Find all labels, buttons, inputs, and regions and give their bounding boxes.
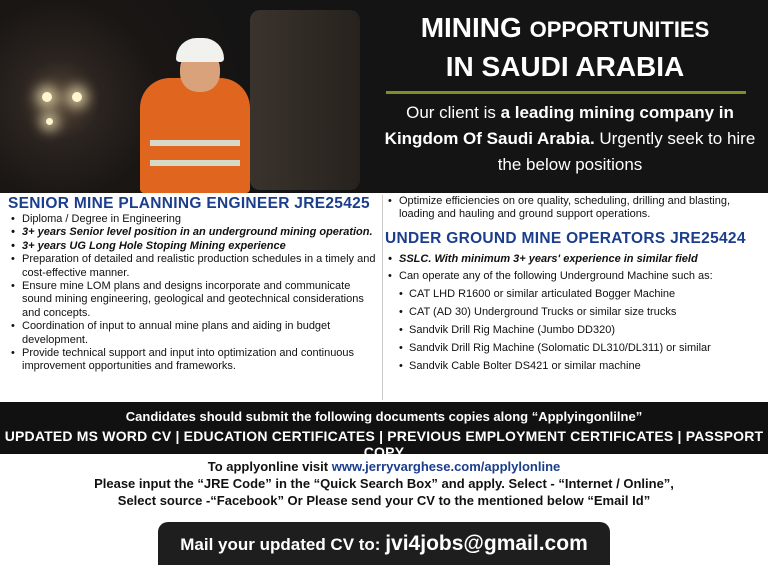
apply-line3: Select source -“Facebook” Or Please send your CV to the mentioned below “Email Id” — [117, 493, 651, 508]
intro-part2: a leading mining company in Kingdom Of Saudi Arabia. — [384, 103, 734, 148]
list-item: • Sandvik Drill Rig Machine (Jumbo DD320) — [385, 321, 760, 339]
tunnel-light — [72, 92, 82, 102]
title-underline — [386, 91, 746, 94]
apply-instructions — [0, 458, 768, 509]
job2-requirements — [385, 251, 760, 285]
vest-stripe — [150, 140, 240, 146]
header-banner — [0, 0, 768, 193]
column-divider — [382, 195, 383, 400]
list-item: • Provide technical support and input into optimization and continuous improvement opportunities and frameworks. — [8, 347, 380, 374]
list-item: • CAT LHD R1600 or similar articulated Bogger Machine — [385, 285, 760, 303]
vest-stripe — [150, 160, 240, 166]
apply-prefix: To applyonline visit — [207, 459, 332, 474]
intro-part3: Urgently seek to hire the below positions — [497, 129, 756, 174]
list-item: • SSLC. With minimum 3+ years' experience in similar field — [385, 251, 760, 268]
list-item: • 3+ years Senior level position in an underground mining operation. — [8, 226, 380, 239]
headline-opportunities: OPPORTUNITIES — [529, 17, 710, 42]
email-link[interactable]: jvi4jobs@gmail.com — [385, 532, 588, 555]
tunnel-light — [46, 118, 53, 125]
right-column — [385, 195, 760, 400]
list-item: • CAT (AD 30) Underground Trucks or similar size trucks — [385, 303, 760, 321]
intro-part1: Our client is — [406, 103, 501, 122]
list-item: • 3+ years UG Long Hole Stoping Mining experience — [8, 240, 380, 253]
list-item: • Can operate any of the following Underground Machine such as: — [385, 268, 760, 285]
list-item: • Sandvik Cable Bolter DS421 or similar machine — [385, 357, 760, 375]
list-item: • Ensure mine LOM plans and designs incorporate and communicate sound mining engineering, geological and geotechnical considerations and concepts. — [8, 280, 380, 320]
helmet-icon — [176, 38, 224, 62]
job1-requirements — [8, 213, 380, 374]
tunnel-light — [42, 92, 52, 102]
job1-title: SENIOR MINE PLANNING ENGINEER JRE25425 — [8, 195, 370, 212]
job2-title: UNDER GROUND MINE OPERATORS JRE25424 — [385, 229, 746, 247]
documents-intro: Candidates should submit the following documents copies along “Applyingonlilne” — [125, 409, 643, 424]
miner-photo — [0, 0, 380, 193]
job1-section — [8, 195, 380, 400]
headline-line1 — [400, 12, 730, 46]
apply-url-link[interactable]: www.jerryvarghese.com/applylonline — [331, 459, 561, 474]
apply-line1 — [0, 458, 768, 475]
machine-list — [385, 285, 760, 375]
documents-band — [0, 402, 768, 460]
list-item: • Preparation of detailed and realistic production schedules in a timely and cost-effective manner. — [8, 253, 380, 280]
mail-cv-box — [158, 522, 610, 565]
mail-label: Mail your updated CV to: — [180, 535, 386, 554]
list-item: • Optimize efficiencies on ore quality, scheduling, drilling and blasting, loading and hauling and ground support operations. — [385, 195, 760, 222]
list-item: • Sandvik Drill Rig Machine (Solomatic DL310/DL311) or similar — [385, 339, 760, 357]
documents-list: UPDATED MS WORD CV | EDUCATION CERTIFICATES | PREVIOUS EMPLOYMENT CERTIFICATES | PASSPORT COPY — [4, 428, 764, 460]
apply-line2: Please input the “JRE Code” in the “Quick Search Box” and apply. Select - “Internet / Online”, — [94, 476, 674, 491]
intro-text — [380, 100, 760, 178]
rock-wall — [250, 10, 360, 190]
headline-line2: IN SAUDI ARABIA — [445, 51, 685, 82]
list-item: • Coordination of input to annual mine plans and aiding in budget development. — [8, 320, 380, 347]
headline-mining: MINING — [420, 12, 522, 43]
miner-figure — [140, 78, 250, 193]
list-item: • Diploma / Degree in Engineering — [8, 213, 380, 226]
job1-continued — [385, 195, 760, 222]
